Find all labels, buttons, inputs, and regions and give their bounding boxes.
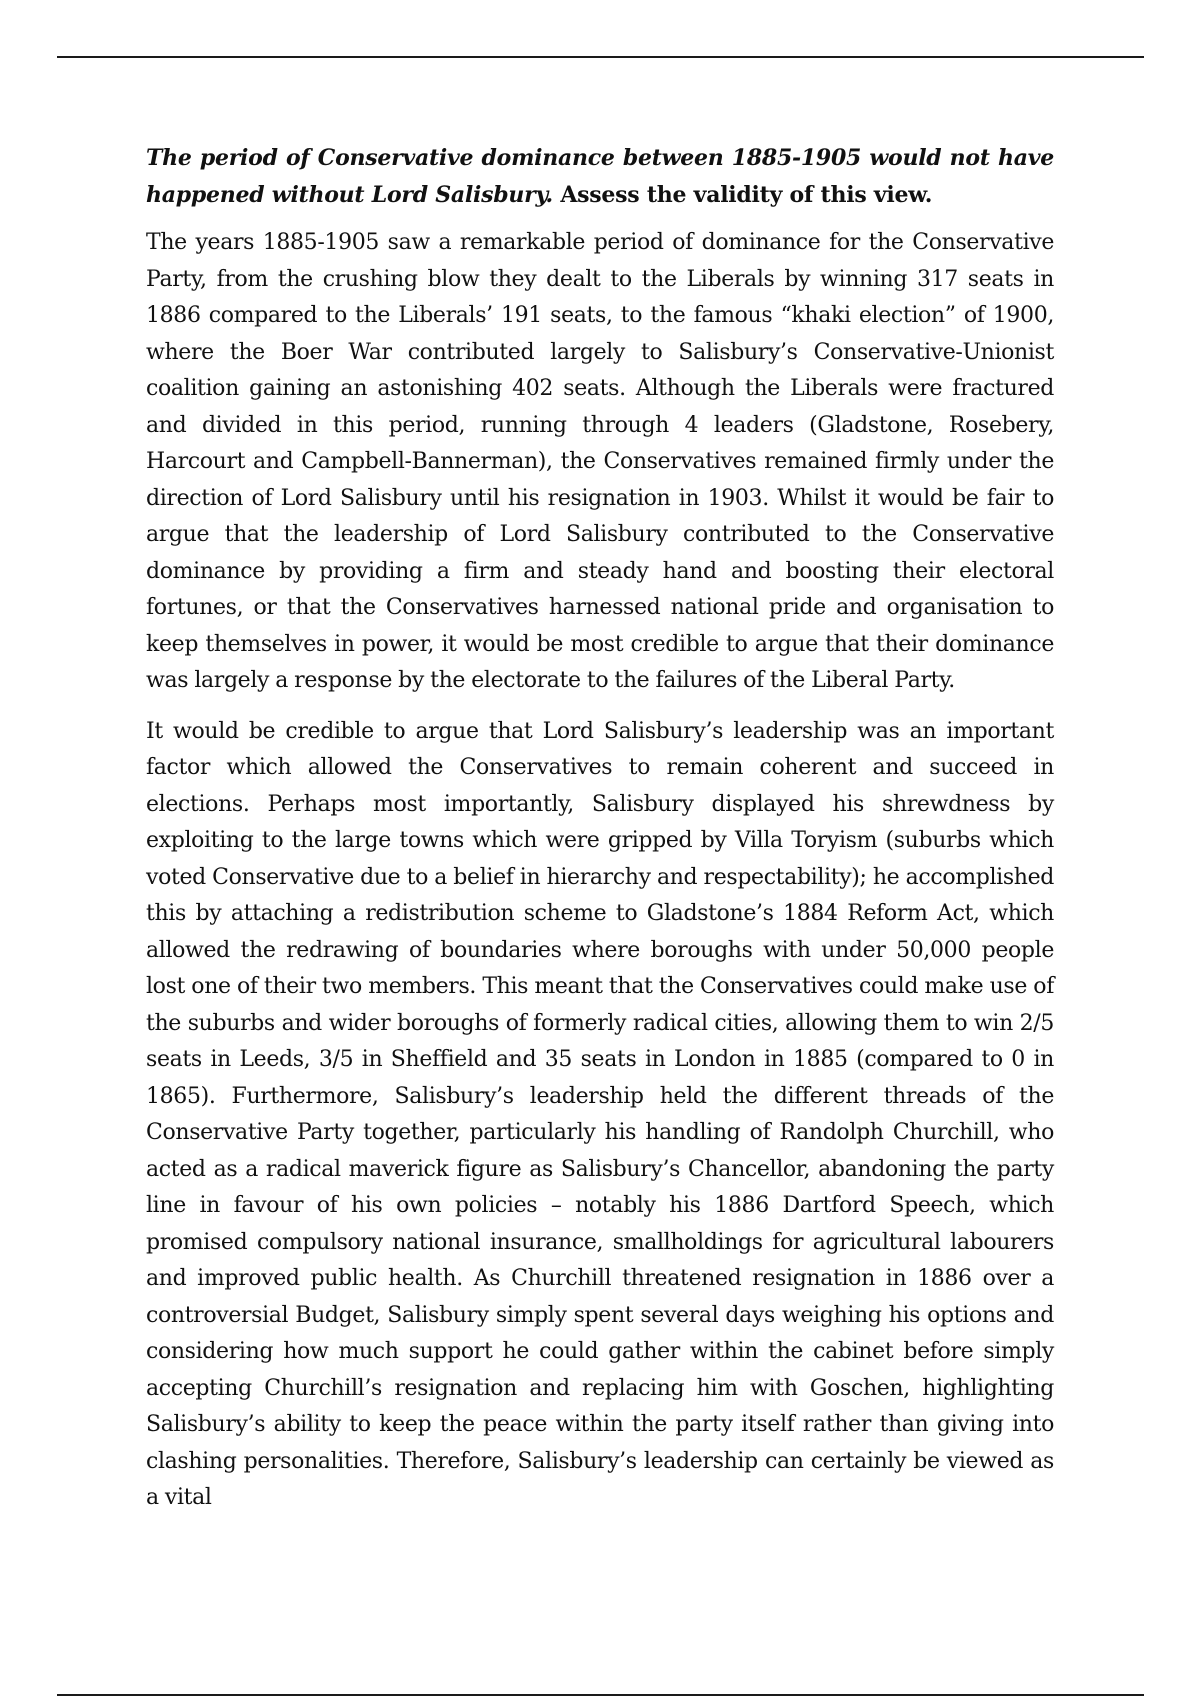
document-body (146, 140, 1054, 1531)
bottom-rule (57, 1694, 1144, 1696)
essay-question-instruction: Assess the validity of this view. (560, 181, 933, 208)
essay-question-statement: The period of Conservative dominance between 1885-1905 would not have happened without Lord Salisbury. (146, 145, 1054, 208)
paragraph-introduction: The years 1885-1905 saw a remarkable period of dominance for the Conservative Party, from the crushing blow they dealt to the Liberals by winning 317 seats in 1886 compared to the Liberals’ 191 seats, to the famous “khaki election” of 1900, where the Boer War contributed largely to Salisbury’s Conservative-Unionist coalition gaining an astonishing 402 seats. Although the Liberals were fractured and divided in this period, running through 4 leaders (Gladstone, Rosebery, Harcourt and Campbell-Bannerman), the Conservatives remained firmly under the direction of Lord Salisbury until his resignation in 1903. Whilst it would be fair to argue that the leadership of Lord Salisbury contributed to the Conservative dominance by providing a firm and steady hand and boosting their electoral fortunes, or that the Conservatives harnessed national pride and organisation to keep themselves in power, it would be most credible to argue that their dominance was largely a response by the electorate to the failures of the Liberal Party. (146, 230, 1054, 693)
essay-question (146, 140, 1054, 213)
top-rule (57, 56, 1144, 58)
paragraph-salisbury-leadership: It would be credible to argue that Lord Salisbury’s leadership was an important factor which allowed the Conservatives to remain coherent and succeed in elections. Perhaps most importantly, Salisbury displayed his shrewdness by exploiting to the large towns which were gripped by Villa Toryism (suburbs which voted Conservative due to a belief in hierarchy and respectability); he accomplished this by attaching a redistribution scheme to Gladstone’s 1884 Reform Act, which allowed the redrawing of boundaries where boroughs with under 50,000 people lost one of their two members. This meant that the Conservatives could make use of the suburbs and wider boroughs of formerly radical cities, allowing them to win 2/5 seats in Leeds, 3/5 in Sheffield and 35 seats in London in 1885 (compared to 0 in 1865). Furthermore, Salisbury’s leadership held the different threads of the Conservative Party together, particularly his handling of Randolph Churchill, who acted as a radical maverick figure as Salisbury’s Chancellor, abandoning the party line in favour of his own policies – notably his 1886 Dartford Speech, which promised compulsory national insurance, smallholdings for agricultural labourers and improved public health. As Churchill threatened resignation in 1886 over a controversial Budget, Salisbury simply spent several days weighing his options and considering how much support he could gather within the cabinet before simply accepting Churchill’s resignation and replacing him with Goschen, highlighting Salisbury’s ability to keep the peace within the party itself rather than giving into clashing personalities. Therefore, Salisbury’s leadership can certainly be viewed as a vital (146, 718, 1054, 1510)
